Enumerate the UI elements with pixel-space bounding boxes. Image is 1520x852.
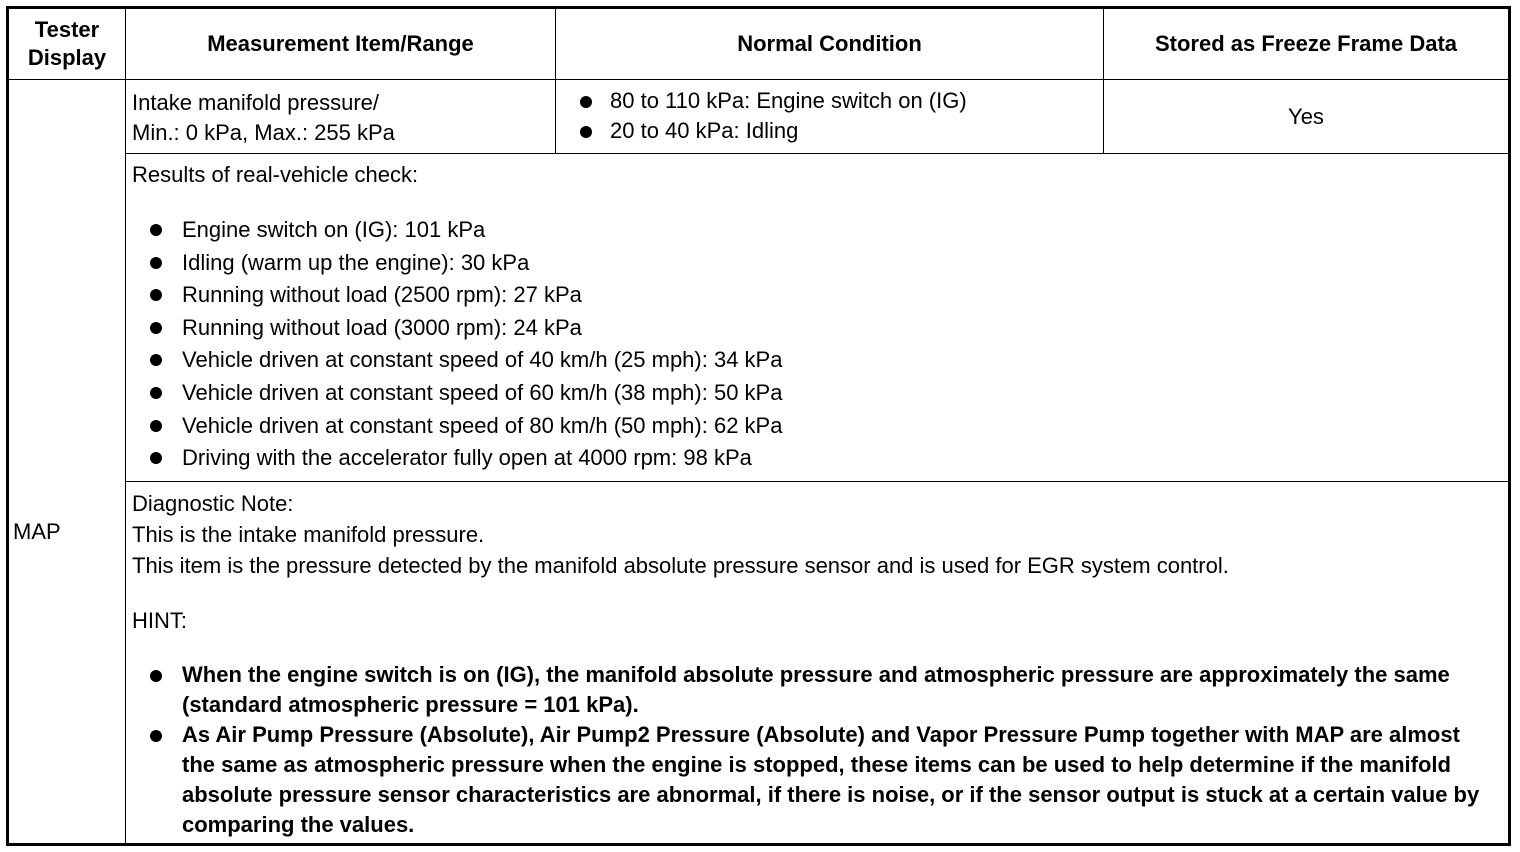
tester-display-value: MAP bbox=[13, 518, 61, 544]
result-item: Vehicle driven at constant speed of 40 km/h (25 mph): 34 kPa bbox=[132, 344, 1502, 377]
hint-label: HINT: bbox=[132, 608, 187, 633]
bullet-icon bbox=[150, 730, 162, 742]
result-item: Driving with the accelerator fully open at 4000 rpm: 98 kPa bbox=[132, 442, 1502, 475]
diagnostic-line-2: This item is the pressure detected by the manifold absolute pressure sensor and is used for EGR system control. bbox=[132, 553, 1229, 578]
header-tester-display: Tester Display bbox=[8, 8, 126, 80]
normal-condition-item: 80 to 110 kPa: Engine switch on (IG) bbox=[562, 86, 1097, 116]
normal-condition-item: 20 to 40 kPa: Idling bbox=[562, 116, 1097, 146]
freeze-frame-value: Yes bbox=[1288, 104, 1324, 129]
bullet-icon bbox=[150, 354, 162, 366]
bullet-icon bbox=[150, 257, 162, 269]
bullet-icon bbox=[150, 670, 162, 682]
bullet-icon bbox=[150, 452, 162, 464]
result-item: Vehicle driven at constant speed of 80 km/h (50 mph): 62 kPa bbox=[132, 410, 1502, 443]
header-freeze-frame: Stored as Freeze Frame Data bbox=[1104, 8, 1510, 80]
result-item: Vehicle driven at constant speed of 60 km/h (38 mph): 50 kPa bbox=[132, 377, 1502, 410]
results-cell bbox=[126, 154, 1510, 482]
header-normal-condition: Normal Condition bbox=[556, 8, 1104, 80]
result-item: Idling (warm up the engine): 30 kPa bbox=[132, 247, 1502, 280]
tester-display-cell bbox=[8, 80, 126, 845]
diagnostic-cell bbox=[126, 482, 1510, 845]
header-row bbox=[8, 8, 1510, 80]
result-item: Running without load (2500 rpm): 27 kPa bbox=[132, 279, 1502, 312]
measurement-line-2: Min.: 0 kPa, Max.: 255 kPa bbox=[132, 120, 395, 145]
bullet-icon bbox=[580, 96, 592, 108]
measurement-cell bbox=[126, 80, 556, 154]
diagnostic-title: Diagnostic Note: bbox=[132, 491, 294, 516]
hint-item: As Air Pump Pressure (Absolute), Air Pump2 Pressure (Absolute) and Vapor Pressure Pump together with MAP are almost the same as atmospheric pressure when the engine is stopped, these items can be used to help determine if the manifold absolute pressure sensor characteristics are abnormal, if there is noise, or if the sensor output is stuck at a certain value by comparing the values. bbox=[132, 720, 1498, 840]
results-title: Results of real-vehicle check: bbox=[132, 162, 419, 187]
bullet-icon bbox=[150, 387, 162, 399]
bullet-icon bbox=[150, 420, 162, 432]
header-measurement: Measurement Item/Range bbox=[126, 8, 556, 80]
bullet-icon bbox=[580, 126, 592, 138]
normal-condition-cell bbox=[556, 80, 1104, 154]
bullet-icon bbox=[150, 322, 162, 334]
freeze-frame-cell bbox=[1104, 80, 1510, 154]
results-row bbox=[8, 154, 1510, 482]
hint-item: When the engine switch is on (IG), the manifold absolute pressure and atmospheric pressure are approximately the same (standard atmospheric pressure = 101 kPa). bbox=[132, 660, 1498, 720]
result-item: Engine switch on (IG): 101 kPa bbox=[132, 214, 1502, 247]
result-item: Running without load (3000 rpm): 24 kPa bbox=[132, 312, 1502, 345]
data-list-table bbox=[6, 6, 1511, 846]
diagnostic-row bbox=[8, 482, 1510, 845]
data-row bbox=[8, 80, 1510, 154]
bullet-icon bbox=[150, 224, 162, 236]
diagnostic-line-1: This is the intake manifold pressure. bbox=[132, 522, 485, 547]
bullet-icon bbox=[150, 289, 162, 301]
measurement-line-1: Intake manifold pressure/ bbox=[132, 90, 380, 115]
